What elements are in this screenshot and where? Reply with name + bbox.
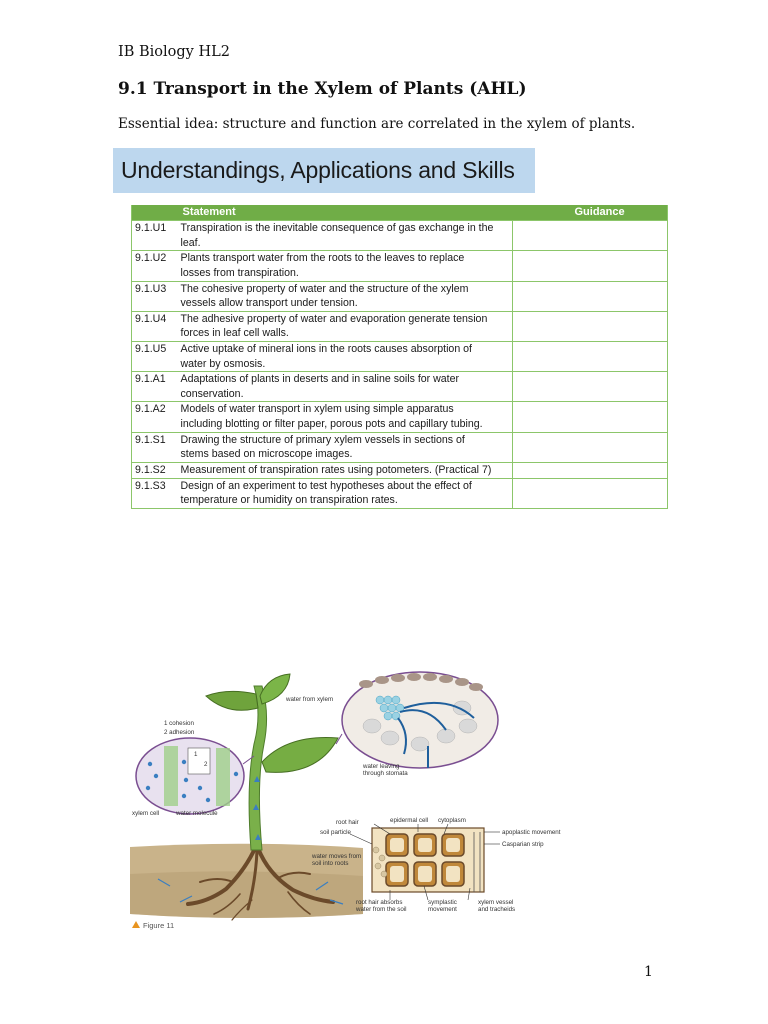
statement-line: The cohesive property of water and the structure of the xylem: [180, 282, 469, 295]
label-root-absorbs-1: root hair absorbs: [356, 899, 403, 906]
row-guidance: [513, 462, 668, 478]
row-guidance: [513, 478, 668, 508]
header-code-cell: [132, 205, 179, 221]
table-row: [132, 432, 668, 462]
row-statement: [179, 251, 513, 281]
essential-idea: Essential idea: structure and function are correlated in the xylem of plants.: [118, 116, 636, 132]
label-xylem-vessel-1: xylem vessel: [478, 899, 514, 906]
statement-line: Transpiration is the inevitable consequence of gas exchange in the: [180, 222, 494, 235]
label-adhesion: 2 adhesion: [164, 729, 195, 736]
statement-line: forces in leaf cell walls.: [180, 327, 289, 340]
row-statement: [179, 311, 513, 341]
statement-line: vessels allow transport under tension.: [180, 297, 358, 310]
label-symplastic-1: symplastic: [428, 899, 457, 906]
row-statement: [179, 432, 513, 462]
statement-line: Measurement of transpiration rates using potometers. (Practical 7): [180, 463, 492, 476]
statement-line: The adhesive property of water and evaporation generate tension: [180, 312, 488, 325]
row-guidance: [513, 342, 668, 372]
caption-triangle-icon: [132, 921, 140, 928]
row-code: 9.1.U5: [132, 342, 179, 372]
table-row: [132, 372, 668, 402]
row-guidance: [513, 432, 668, 462]
leaf-right: [262, 738, 338, 773]
table-header-row: [132, 205, 668, 221]
label-water-from-xylem: water from xylem: [286, 696, 334, 703]
figure-caption: Figure 11: [143, 921, 175, 930]
row-statement: [179, 402, 513, 432]
section-banner: Understandings, Applications and Skills: [113, 148, 535, 193]
row-code: 9.1.A2: [132, 402, 179, 432]
row-code: 9.1.S1: [132, 432, 179, 462]
header-guidance: Guidance: [513, 205, 668, 221]
row-statement: [179, 281, 513, 311]
label-xylem-cell: xylem cell: [132, 810, 160, 817]
label-water-moves-2: soil into roots: [312, 860, 349, 867]
label-xylem-vessel-2: and tracheids: [478, 906, 516, 913]
label-symplastic-2: movement: [428, 906, 457, 913]
statement-line: leaf.: [180, 236, 201, 249]
statement-line: including blotting or filter paper, porous pots and capillary tubing.: [180, 418, 483, 431]
xylem-magnification: [136, 738, 254, 814]
statement-line: Models of water transport in xylem using simple apparatus: [180, 403, 454, 416]
row-code: 9.1.U4: [132, 311, 179, 341]
statement-line: conservation.: [180, 387, 244, 400]
label-soil-particle: soil particle: [320, 829, 351, 836]
page-number: 1: [644, 964, 653, 980]
label-root-absorbs-2: water from the soil: [356, 906, 407, 913]
header-statement: Statement: [179, 205, 513, 221]
row-code: 9.1.U2: [132, 251, 179, 281]
table-row: [132, 402, 668, 432]
statement-line: Active uptake of mineral ions in the roots causes absorption of: [180, 343, 472, 356]
row-code: 9.1.S3: [132, 478, 179, 508]
row-code: 9.1.S2: [132, 462, 179, 478]
label-root-hair: root hair: [336, 819, 359, 826]
xylem-transport-figure: [128, 664, 598, 932]
row-guidance: [513, 402, 668, 432]
row-guidance: [513, 311, 668, 341]
page-title: 9.1 Transport in the Xylem of Plants (AHL): [118, 79, 527, 99]
statement-line: Adaptations of plants in deserts and in saline soils for water: [180, 373, 460, 386]
label-cytoplasm: cytoplasm: [438, 817, 466, 824]
table-row: [132, 311, 668, 341]
table-row: [132, 342, 668, 372]
statement-line: temperature or humidity on transpiration rates.: [180, 494, 398, 507]
table-row: [132, 251, 668, 281]
statement-line: Plants transport water from the roots to the leaves to replace: [180, 252, 465, 265]
row-statement: [179, 478, 513, 508]
row-guidance: [513, 281, 668, 311]
understandings-table: [131, 205, 668, 509]
label-water-molecule: water molecule: [176, 810, 218, 817]
row-guidance: [513, 372, 668, 402]
label-apoplastic: apoplastic movement: [502, 829, 561, 836]
statement-line: Drawing the structure of primary xylem vessels in sections of: [180, 433, 465, 446]
statement-line: Design of an experiment to test hypotheses about the effect of: [180, 479, 472, 492]
row-statement: [179, 342, 513, 372]
label-casparian: Casparian strip: [502, 841, 544, 848]
statement-line: losses from transpiration.: [180, 267, 299, 279]
label-cohesion: 1 cohesion: [164, 720, 194, 727]
statement-line: stems based on microscope images.: [180, 448, 353, 461]
table-row: [132, 221, 668, 251]
table-body: [132, 221, 668, 509]
soil-shade: [130, 871, 363, 918]
row-code: 9.1.A1: [132, 372, 179, 402]
label-num2: 2: [204, 761, 208, 768]
row-guidance: [513, 251, 668, 281]
row-code: 9.1.U3: [132, 281, 179, 311]
table-row: [132, 478, 668, 508]
table-row: [132, 462, 668, 478]
label-water-leaving-1: water leaving: [363, 763, 400, 770]
label-num1: 1: [194, 751, 198, 758]
label-water-moves-1: water moves from: [312, 853, 362, 860]
row-statement: [179, 372, 513, 402]
row-guidance: [513, 221, 668, 251]
leaf-section-magnification: [336, 672, 498, 768]
table-row: [132, 281, 668, 311]
root-section: [350, 824, 500, 900]
row-code: 9.1.U1: [132, 221, 179, 251]
leaf-top: [206, 691, 258, 710]
row-statement: [179, 462, 513, 478]
label-water-leaving-2: through stomata: [363, 770, 408, 777]
row-statement: [179, 221, 513, 251]
label-epidermal-cell: epidermal cell: [390, 817, 429, 824]
course-name: IB Biology HL2: [118, 44, 230, 60]
statement-line: water by osmosis.: [180, 357, 266, 370]
